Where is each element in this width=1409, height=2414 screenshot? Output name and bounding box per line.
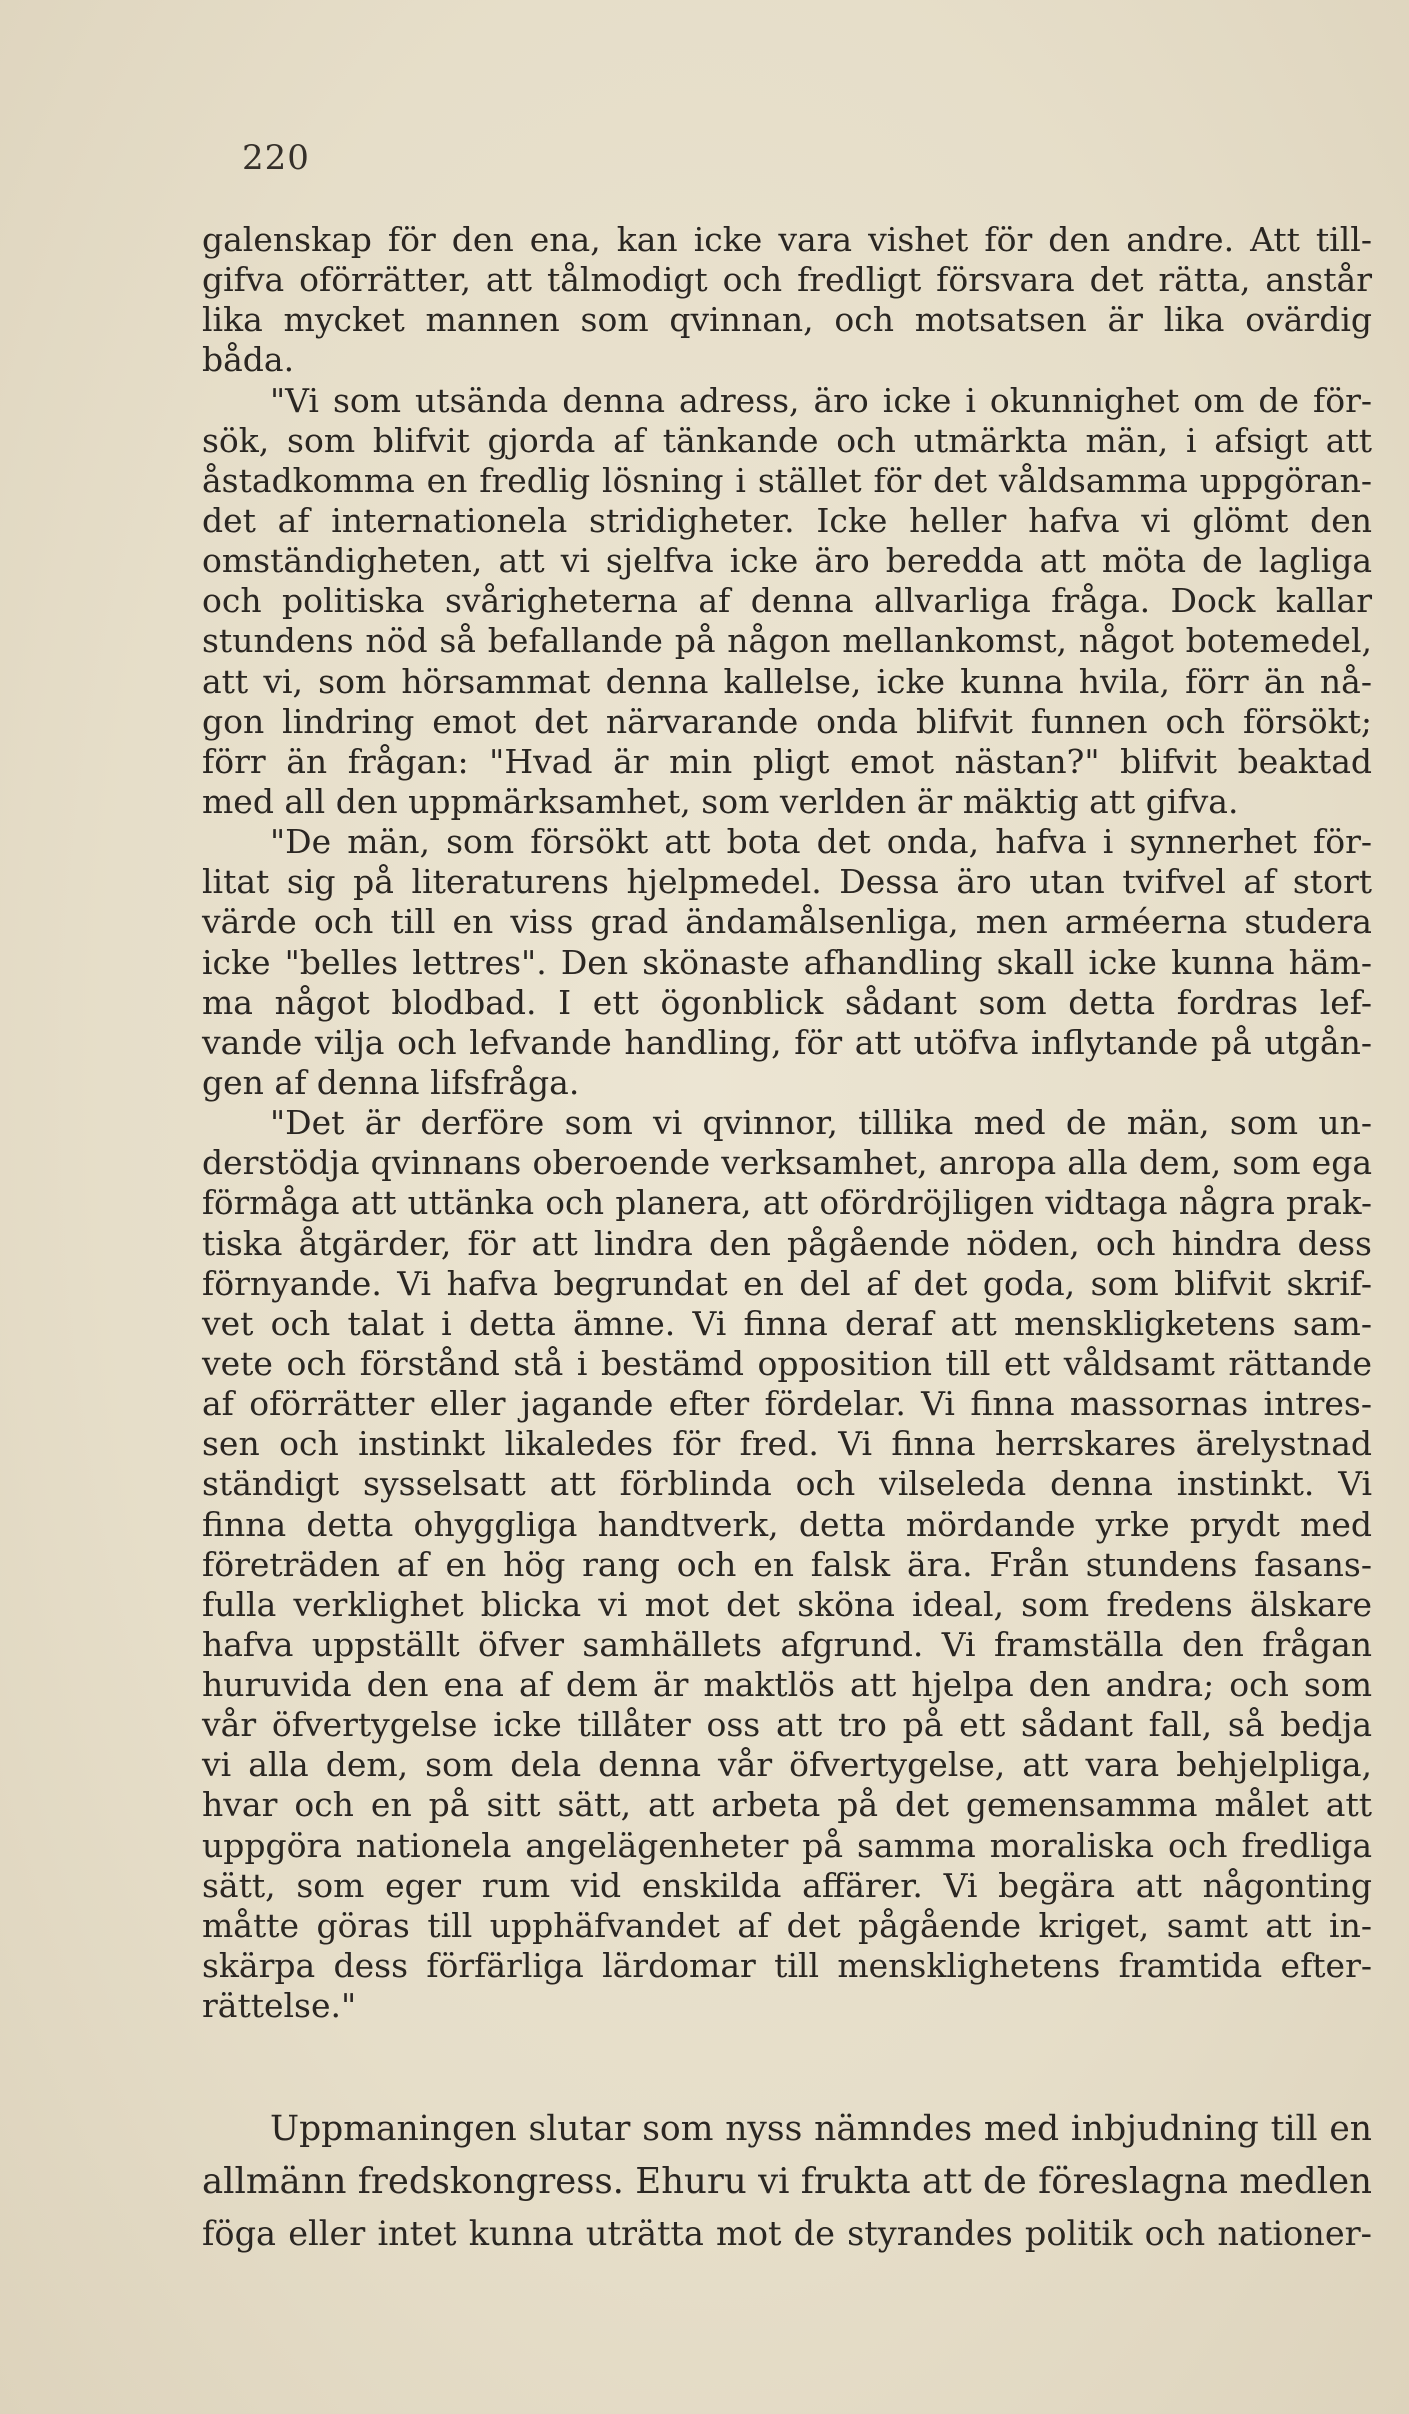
text-line: sök, som blifvit gjorda af tänkande och utmärkta män, i afsigt att	[202, 420, 1372, 460]
text-line: uppgöra nationela angelägenheter på samma moraliska och fredliga	[202, 1825, 1372, 1865]
text-line: gen af denna lifsfråga.	[202, 1062, 580, 1102]
text-line: fulla verklighet blicka vi mot det sköna ideal, som fredens älskare	[202, 1584, 1372, 1624]
text-line: vi alla dem, som dela denna vår öfvertygelse, att vara behjelpliga,	[202, 1745, 1372, 1785]
text-line: "Det är derföre som vi qvinnor, tillika med de män, som un-	[270, 1103, 1372, 1143]
text-line: rättelse."	[202, 1986, 357, 2026]
text-line: "Vi som utsända denna adress, äro icke i okunnighet om de för-	[270, 380, 1372, 420]
text-line: gon lindring emot det närvarande onda blifvit funnen och försökt;	[202, 701, 1372, 741]
text-line: förmåga att uttänka och planera, att ofördröjligen vidtaga några prak-	[202, 1184, 1372, 1223]
text-line: det af internationela stridigheter. Icke heller hafva vi glömt den	[202, 500, 1372, 540]
text-line: att vi, som hörsammat denna kallelse, icke kunna hvila, förr än nå-	[202, 661, 1372, 701]
text-line: förr än frågan: "Hvad är min pligt emot nästan?" blifvit beaktad	[202, 741, 1372, 781]
text-line: åstadkomma en fredlig lösning i stället för det våldsamma uppgöran-	[202, 460, 1372, 500]
text-line: med all den uppmärksamhet, som verlden är mäktig att gifva.	[202, 781, 1239, 821]
text-line: hafva uppställt öfver samhällets afgrund. Vi framställa den frågan	[202, 1624, 1372, 1664]
text-line: värde och till en viss grad ändamålsenliga, men arméerna studera	[202, 902, 1372, 942]
closing-paragraph	[202, 2103, 1372, 2261]
text-line: sätt, som eger rum vid enskilda affärer. Vi begära att någonting	[202, 1865, 1372, 1905]
text-line: måtte göras till upphäfvandet af det pågående kriget, samt att in-	[202, 1905, 1372, 1945]
text-line: ständigt sysselsatt att förblinda och vilseleda denna instinkt. Vi	[202, 1464, 1372, 1504]
text-line: föga eller intet kunna uträtta mot de styrandes politik och nationer-	[202, 2214, 1372, 2253]
text-line: lika mycket mannen som qvinnan, och motsatsen är lika ovärdig	[202, 300, 1372, 340]
text-line: icke "belles lettres". Den skönaste afhandling skall icke kunna häm-	[202, 942, 1372, 982]
text-line: gifva oförrätter, att tålmodigt och fredligt försvara det rätta, anstår	[202, 260, 1372, 300]
text-line: af oförrätter eller jagande efter fördelar. Vi finna massornas intres-	[202, 1384, 1372, 1424]
text-line: förnyande. Vi hafva begrundat en del af det goda, som blifvit skrif-	[202, 1263, 1372, 1303]
text-line: "De män, som försökt att bota det onda, hafva i synnerhet för-	[270, 822, 1372, 862]
text-line: tiska åtgärder, för att lindra den pågående nöden, och hindra dess	[202, 1223, 1372, 1263]
text-line: vår öfvertygelse icke tillåter oss att tro på ett sådant fall, så bedja	[202, 1705, 1372, 1745]
body-text	[202, 220, 1372, 2026]
text-line: galenskap för den ena, kan icke vara vishet för den andre. Att till-	[202, 220, 1372, 259]
text-line: huruvida den ena af dem är maktlös att hjelpa den andra; och som	[202, 1665, 1372, 1705]
text-line: ma något blodbad. I ett ögonblick sådant som detta fordras lef-	[202, 982, 1372, 1022]
text-line: vete och förstånd stå i bestämd opposition till ett våldsamt rättande	[202, 1343, 1372, 1383]
text-line: och politiska svårigheterna af denna allvarliga fråga. Dock kallar	[202, 581, 1372, 621]
text-line: litat sig på literaturens hjelpmedel. Dessa äro utan tvifvel af stort	[202, 862, 1372, 902]
text-line: Uppmaningen slutar som nyss nämndes med inbjudning till en	[270, 2109, 1372, 2149]
text-line: stundens nöd så befallande på någon mellankomst, något botemedel,	[202, 621, 1372, 661]
text-line: vet och talat i detta ämne. Vi finna deraf att menskligketens sam-	[202, 1303, 1372, 1343]
text-line: allmänn fredskongress. Ehuru vi frukta att de föreslagna medlen	[202, 2160, 1372, 2202]
text-line: hvar och en på sitt sätt, att arbeta på det gemensamma målet att	[202, 1785, 1372, 1825]
text-line: vande vilja och lefvande handling, för att utöfva inflytande på utgån-	[202, 1022, 1372, 1062]
text-line: sen och instinkt likaledes för fred. Vi finna herrskares ärelystnad	[202, 1424, 1372, 1464]
text-line: omständigheten, att vi sjelfva icke äro beredda att möta de lagliga	[202, 541, 1372, 581]
text-line: båda.	[202, 340, 295, 380]
page-number: 220	[242, 138, 310, 178]
text-line: företräden af en hög rang och en falsk ära. Från stundens fasans-	[202, 1544, 1372, 1584]
text-line: skärpa dess förfärliga lärdomar till mensklighetens framtida efter-	[202, 1946, 1372, 1986]
text-line: derstödja qvinnans oberoende verksamhet, anropa alla dem, som ega	[202, 1143, 1372, 1183]
text-line: finna detta ohyggliga handtverk, detta mördande yrke prydt med	[202, 1504, 1372, 1544]
